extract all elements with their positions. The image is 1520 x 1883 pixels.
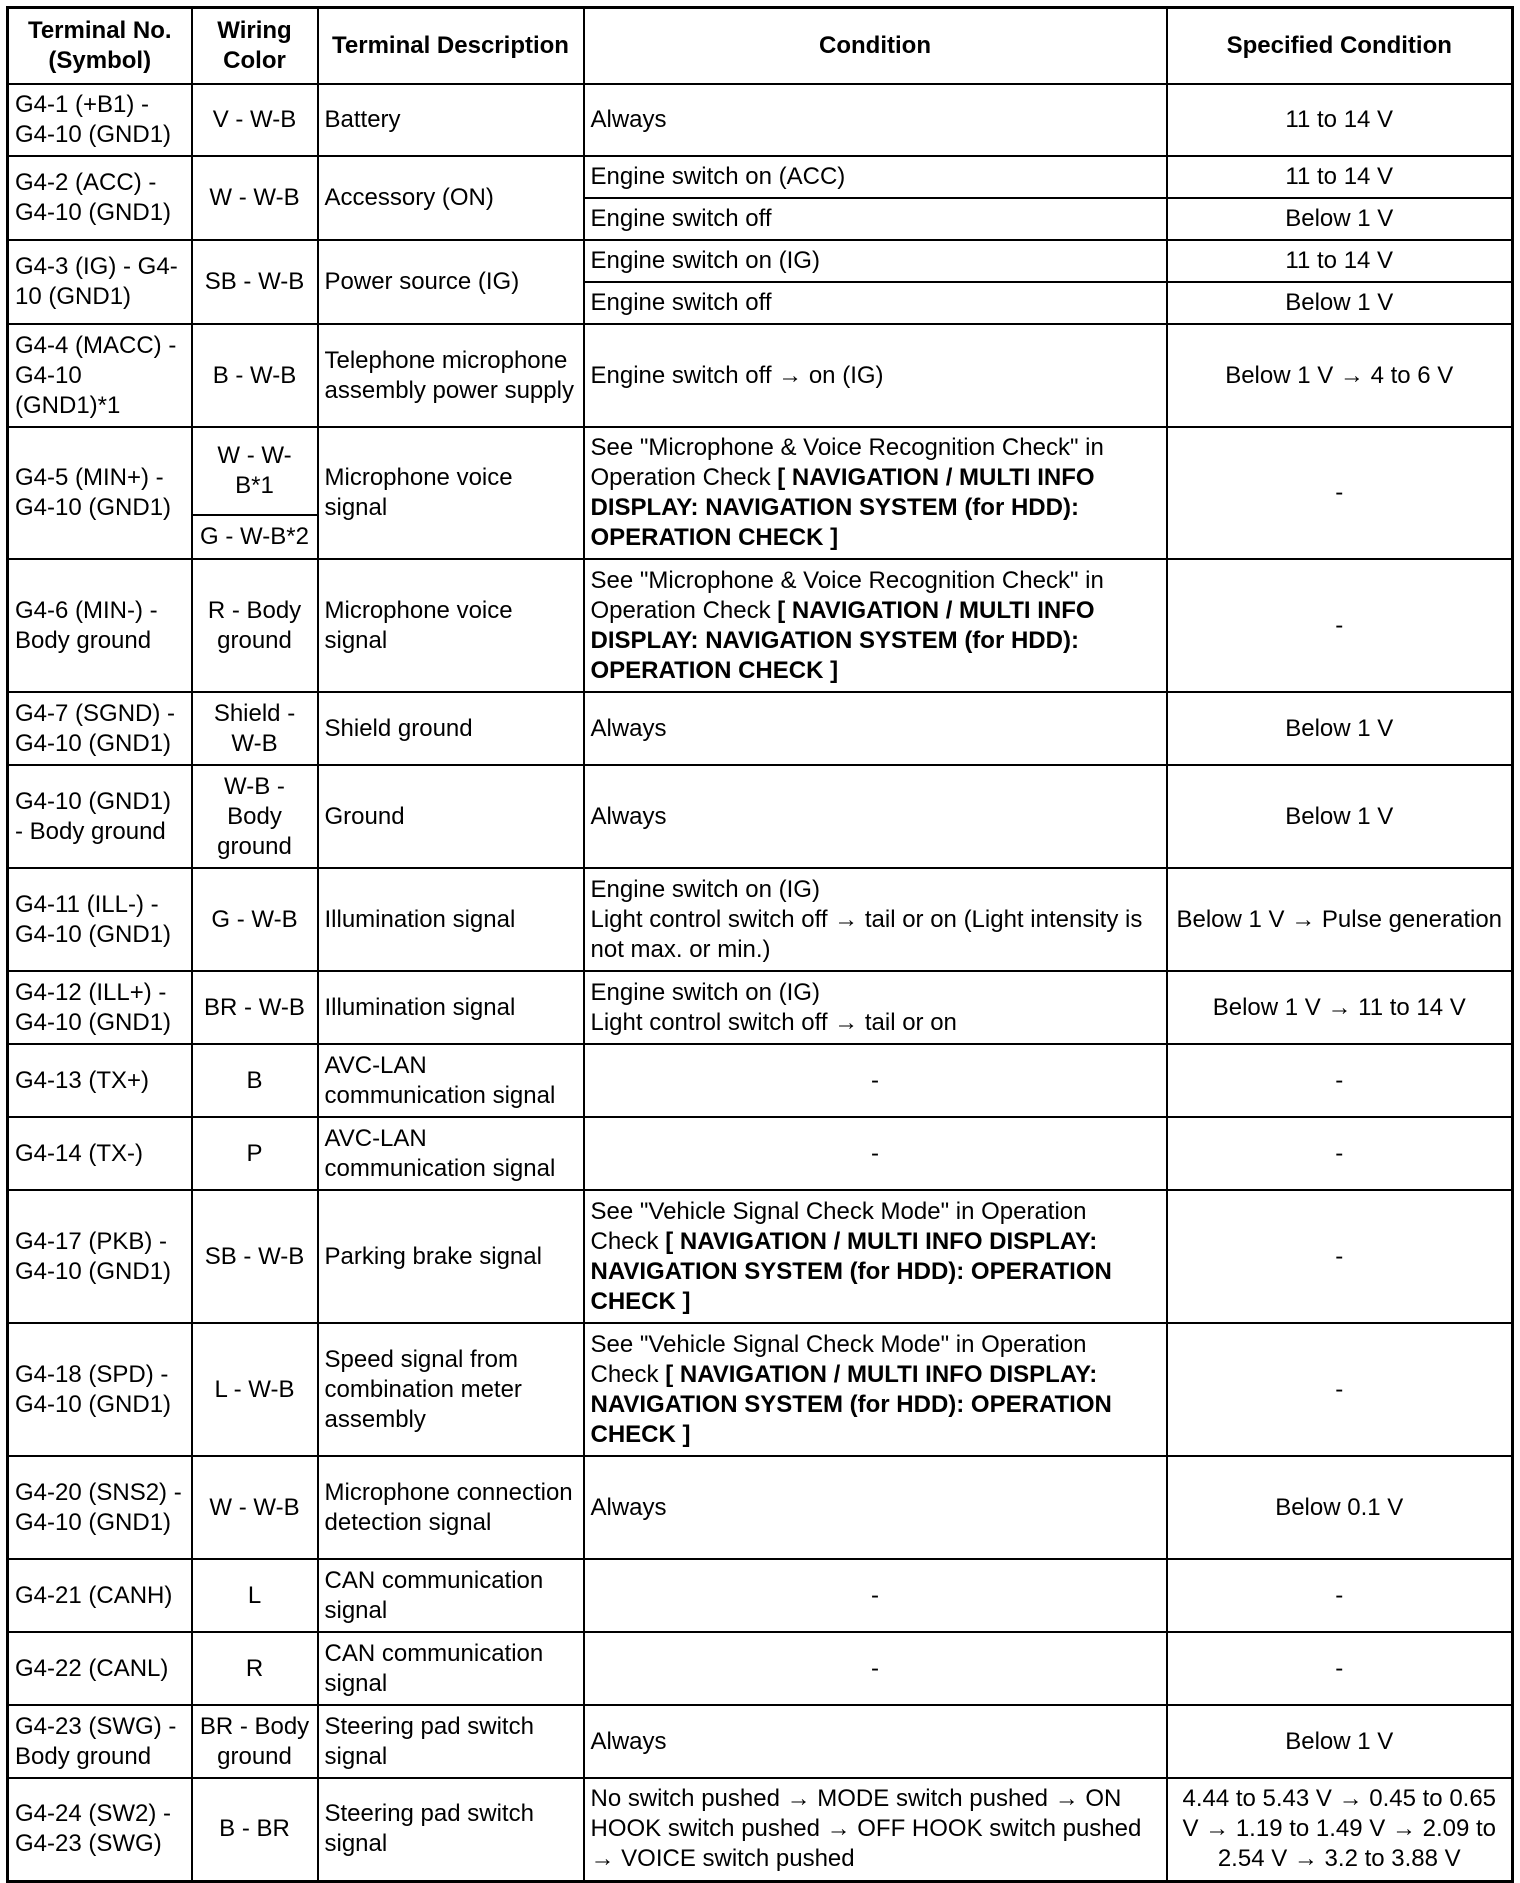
table-row	[8, 84, 1513, 156]
condition-cell: Always	[584, 1705, 1167, 1778]
header-row	[8, 8, 1513, 85]
condition-link-text: [ NAVIGATION / MULTI INFO DISPLAY: NAVIGATION SYSTEM (for HDD): OPERATION CHECK ]	[590, 1360, 1112, 1448]
wiring-cell: L	[192, 1559, 318, 1632]
description-cell: Speed signal from combination meter assembly	[318, 1323, 584, 1456]
condition-cell	[584, 1190, 1167, 1323]
table-row	[8, 1778, 1513, 1881]
wiring-cell: SB - W-B	[192, 240, 318, 324]
condition-cell: Always	[584, 765, 1167, 868]
condition-cell	[584, 868, 1167, 971]
specified-cell: 11 to 14 V	[1167, 156, 1513, 198]
specified-cell: Below 1 V	[1167, 282, 1513, 324]
condition-cell: Engine switch off	[584, 282, 1167, 324]
table-row	[8, 559, 1513, 692]
wiring-cell: W - W-B	[192, 156, 318, 240]
header-condition: Condition	[584, 8, 1167, 85]
wiring-cell: B	[192, 1044, 318, 1117]
condition-line: Light control switch off → tail or on	[590, 1008, 957, 1036]
header-wiring: Wiring Color	[192, 8, 318, 85]
terminal-cell: G4-10 (GND1) - Body ground	[8, 765, 192, 868]
specified-cell: -	[1167, 1044, 1513, 1117]
terminal-cell: G4-1 (+B1) - G4-10 (GND1)	[8, 84, 192, 156]
specified-cell: -	[1167, 1559, 1513, 1632]
specified-cell: -	[1167, 559, 1513, 692]
description-cell: Power source (IG)	[318, 240, 584, 324]
terminal-cell: G4-20 (SNS2) - G4-10 (GND1)	[8, 1456, 192, 1559]
description-cell: Steering pad switch signal	[318, 1705, 584, 1778]
specified-cell: Below 0.1 V	[1167, 1456, 1513, 1559]
terminal-cell: G4-3 (IG) - G4-10 (GND1)	[8, 240, 192, 324]
condition-cell	[584, 971, 1167, 1044]
specified-cell: -	[1167, 1190, 1513, 1323]
description-cell: CAN communication signal	[318, 1632, 584, 1705]
table-row	[8, 1705, 1513, 1778]
terminal-cell: G4-2 (ACC) - G4-10 (GND1)	[8, 156, 192, 240]
wiring-cell: W - W-B*1	[192, 427, 318, 515]
description-cell: AVC-LAN communication signal	[318, 1117, 584, 1190]
table-row	[8, 156, 1513, 198]
table-row	[8, 1559, 1513, 1632]
condition-line: Engine switch on (IG)	[590, 875, 820, 903]
description-cell: Illumination signal	[318, 868, 584, 971]
description-cell: Accessory (ON)	[318, 156, 584, 240]
specified-cell: -	[1167, 1323, 1513, 1456]
terminal-cell: G4-21 (CANH)	[8, 1559, 192, 1632]
terminal-table-container	[6, 6, 1511, 1883]
condition-cell: Engine switch off	[584, 198, 1167, 240]
condition-cell: Engine switch on (IG)	[584, 240, 1167, 282]
specified-cell: -	[1167, 427, 1513, 559]
condition-cell: -	[584, 1117, 1167, 1190]
wiring-cell: Shield - W-B	[192, 692, 318, 765]
table-row	[8, 1117, 1513, 1190]
wiring-cell: W - W-B	[192, 1456, 318, 1559]
header-specified: Specified Condition	[1167, 8, 1513, 85]
specified-cell: 11 to 14 V	[1167, 84, 1513, 156]
description-cell: Shield ground	[318, 692, 584, 765]
description-cell: Illumination signal	[318, 971, 584, 1044]
condition-link-text: [ NAVIGATION / MULTI INFO DISPLAY: NAVIGATION SYSTEM (for HDD): OPERATION CHECK ]	[590, 464, 1095, 551]
description-cell: Parking brake signal	[318, 1190, 584, 1323]
table-row	[8, 324, 1513, 427]
description-cell: AVC-LAN communication signal	[318, 1044, 584, 1117]
table-row	[8, 692, 1513, 765]
wiring-cell: G - W-B	[192, 868, 318, 971]
condition-cell: No switch pushed → MODE switch pushed → ON HOOK switch pushed → OFF HOOK switch pushed → VOICE switch pushed	[584, 1778, 1167, 1881]
header-description: Terminal Description	[318, 8, 584, 85]
table-row	[8, 1190, 1513, 1323]
wiring-cell: V - W-B	[192, 84, 318, 156]
terminal-cell: G4-11 (ILL-) - G4-10 (GND1)	[8, 868, 192, 971]
description-cell: Steering pad switch signal	[318, 1778, 584, 1881]
condition-cell: Always	[584, 1456, 1167, 1559]
wiring-cell: W-B - Body ground	[192, 765, 318, 868]
wiring-cell: R - Body ground	[192, 559, 318, 692]
wiring-cell: G - W-B*2	[192, 515, 318, 559]
specified-cell: -	[1167, 1632, 1513, 1705]
wiring-cell: B - W-B	[192, 324, 318, 427]
terminal-cell: G4-7 (SGND) - G4-10 (GND1)	[8, 692, 192, 765]
condition-cell: Always	[584, 84, 1167, 156]
condition-link-text: [ NAVIGATION / MULTI INFO DISPLAY: NAVIGATION SYSTEM (for HDD): OPERATION CHECK ]	[590, 596, 1095, 684]
table-row	[8, 1456, 1513, 1559]
table-row	[8, 240, 1513, 282]
terminal-cell: G4-14 (TX-)	[8, 1117, 192, 1190]
specified-cell: 11 to 14 V	[1167, 240, 1513, 282]
specified-cell: Below 1 V	[1167, 692, 1513, 765]
condition-text: See "Vehicle Signal Check Mode" in Operation Check	[590, 1330, 1087, 1388]
condition-text: See "Microphone & Voice Recognition Check" in Operation Check	[590, 434, 1104, 491]
table-row	[8, 1632, 1513, 1705]
condition-text: See "Vehicle Signal Check Mode" in Operation Check	[590, 1197, 1087, 1255]
description-cell: CAN communication signal	[318, 1559, 584, 1632]
terminal-cell: G4-17 (PKB) - G4-10 (GND1)	[8, 1190, 192, 1323]
wiring-cell: P	[192, 1117, 318, 1190]
condition-link-text: [ NAVIGATION / MULTI INFO DISPLAY: NAVIGATION SYSTEM (for HDD): OPERATION CHECK ]	[590, 1227, 1112, 1315]
specified-cell: Below 1 V	[1167, 1705, 1513, 1778]
condition-line: Engine switch on (IG)	[590, 978, 820, 1006]
table-row	[8, 427, 1513, 515]
condition-cell: Always	[584, 692, 1167, 765]
condition-cell: Engine switch on (ACC)	[584, 156, 1167, 198]
terminal-cell: G4-5 (MIN+) - G4-10 (GND1)	[8, 427, 192, 559]
terminal-cell: G4-24 (SW2) - G4-23 (SWG)	[8, 1778, 192, 1881]
terminal-table	[6, 6, 1514, 1883]
wiring-cell: R	[192, 1632, 318, 1705]
condition-cell	[584, 1323, 1167, 1456]
table-row	[8, 1323, 1513, 1456]
wiring-cell: SB - W-B	[192, 1190, 318, 1323]
terminal-cell: G4-22 (CANL)	[8, 1632, 192, 1705]
condition-cell: -	[584, 1044, 1167, 1117]
terminal-cell: G4-12 (ILL+) - G4-10 (GND1)	[8, 971, 192, 1044]
table-row	[8, 971, 1513, 1044]
condition-text: See "Microphone & Voice Recognition Check" in Operation Check	[590, 566, 1104, 624]
description-cell: Microphone voice signal	[318, 427, 584, 559]
description-cell: Microphone voice signal	[318, 559, 584, 692]
wiring-cell: BR - W-B	[192, 971, 318, 1044]
wiring-cell: BR - Body ground	[192, 1705, 318, 1778]
condition-cell: -	[584, 1632, 1167, 1705]
description-cell: Microphone connection detection signal	[318, 1456, 584, 1559]
terminal-cell: G4-13 (TX+)	[8, 1044, 192, 1117]
specified-cell: Below 1 V → Pulse generation	[1167, 868, 1513, 971]
terminal-cell: G4-18 (SPD) - G4-10 (GND1)	[8, 1323, 192, 1456]
description-cell: Telephone microphone assembly power supply	[318, 324, 584, 427]
description-cell: Battery	[318, 84, 584, 156]
condition-cell: -	[584, 1559, 1167, 1632]
wiring-cell: L - W-B	[192, 1323, 318, 1456]
specified-cell: Below 1 V	[1167, 765, 1513, 868]
table-row	[8, 765, 1513, 868]
specified-cell: 4.44 to 5.43 V → 0.45 to 0.65 V → 1.19 to 1.49 V → 2.09 to 2.54 V → 3.2 to 3.88 V	[1167, 1778, 1513, 1881]
specified-cell: Below 1 V	[1167, 198, 1513, 240]
terminal-cell: G4-4 (MACC) - G4-10 (GND1)*1	[8, 324, 192, 427]
specified-cell: Below 1 V → 4 to 6 V	[1167, 324, 1513, 427]
specified-cell: Below 1 V → 11 to 14 V	[1167, 971, 1513, 1044]
condition-cell: Engine switch off → on (IG)	[584, 324, 1167, 427]
terminal-cell: G4-23 (SWG) - Body ground	[8, 1705, 192, 1778]
terminal-cell: G4-6 (MIN-) - Body ground	[8, 559, 192, 692]
table-row	[8, 868, 1513, 971]
condition-cell	[584, 427, 1167, 559]
condition-line: Light control switch off → tail or on (Light intensity is not max. or min.)	[590, 905, 1143, 963]
specified-cell: -	[1167, 1117, 1513, 1190]
condition-cell	[584, 559, 1167, 692]
wiring-cell: B - BR	[192, 1778, 318, 1881]
description-cell: Ground	[318, 765, 584, 868]
table-row	[8, 1044, 1513, 1117]
header-terminal: Terminal No. (Symbol)	[8, 8, 192, 85]
